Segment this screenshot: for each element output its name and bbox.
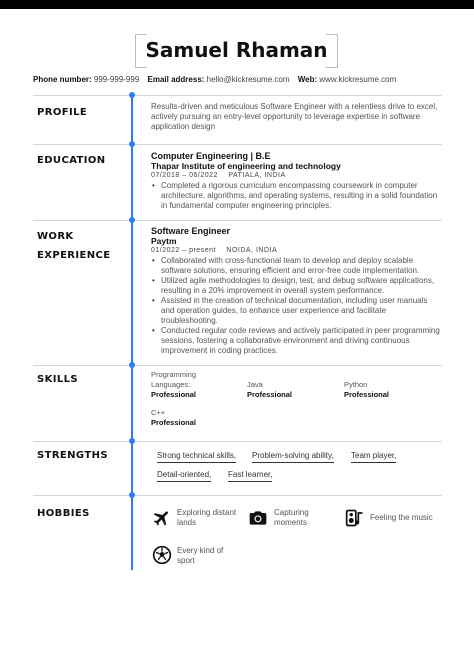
work-bullet: • Assisted in the creation of technical documentation, including user manuals and operation guides, to enhance user experience and facilitate troubleshooting.	[151, 296, 441, 326]
work-dates: 01/2022 – present	[151, 247, 216, 254]
work-location: NOIDA, INDIA	[226, 247, 278, 254]
education-school: Thapar Institute of engineering and technology	[151, 161, 341, 171]
hobby-label: Every kind of sport	[177, 546, 224, 565]
skill-name: C++	[151, 408, 166, 417]
work-title-line1: WORK	[37, 231, 74, 242]
music-icon	[345, 508, 365, 528]
skill-name: Programming Languages:	[151, 370, 197, 389]
airplane-icon	[152, 508, 172, 528]
skill-item	[151, 370, 221, 400]
hobbies-title: HOBBIES	[37, 508, 90, 519]
top-bar	[0, 0, 474, 9]
timeline-dot	[129, 492, 135, 498]
skill-item	[151, 408, 231, 428]
section-divider	[33, 441, 442, 442]
skill-level: Professional	[247, 390, 293, 399]
education-meta	[151, 171, 441, 181]
work-bullet: • Collaborated with cross-functional team to develop and deploy scalable software solutions, ensuring efficient and error-free code implementation.	[151, 256, 441, 276]
strength-tag: Fast learner,	[228, 470, 272, 482]
profile-text: Results-driven and meticulous Software Engineer with a relentless drive to excel, actively pursuing an entry-level opportunity to leverage expertise in software application design	[151, 102, 438, 131]
education-dates: 07/2018 – 06/2022	[151, 172, 218, 179]
hobby-label: Exploring distant lands	[177, 508, 237, 527]
timeline-dot	[129, 438, 135, 444]
candidate-name: Samuel Rhaman	[145, 38, 328, 62]
timeline-dot	[129, 141, 135, 147]
work-meta	[151, 246, 441, 256]
email-label: Email address:	[147, 75, 205, 84]
profile-title: PROFILE	[37, 107, 88, 118]
skill-item	[344, 380, 424, 400]
timeline-dot	[129, 362, 135, 368]
section-divider	[33, 365, 442, 366]
education-title: EDUCATION	[37, 155, 106, 166]
strength-tag: Problem-solving ability,	[252, 451, 334, 463]
education-bullets	[151, 181, 441, 211]
skill-name: Java	[247, 380, 263, 389]
strength-tag: Strong technical skills,	[157, 451, 236, 463]
timeline-dot	[129, 92, 135, 98]
work-bullet: • Utilized agile methodologies to design, test, and debug software applications, resulting in a 20% improvement in overall system performance.	[151, 276, 441, 296]
education-location: PATIALA, INDIA	[228, 172, 286, 179]
strength-tag: Team player,	[351, 451, 396, 463]
phone-value: 999-999-999	[93, 75, 140, 84]
work-role: Software Engineer	[151, 226, 231, 236]
skill-name: Python	[344, 380, 368, 389]
contact-line	[33, 75, 396, 84]
section-divider	[33, 144, 442, 145]
timeline-dot	[129, 217, 135, 223]
phone-label: Phone number:	[33, 75, 92, 84]
strengths-title: STRENGTHS	[37, 450, 108, 461]
web-value[interactable]: www.kickresume.com	[319, 75, 397, 84]
skill-item	[247, 380, 327, 400]
section-divider	[33, 95, 442, 96]
section-divider	[33, 495, 442, 496]
education-degree: Computer Engineering | B.E	[151, 151, 271, 161]
timeline-line	[131, 95, 133, 570]
work-company: Paytm	[151, 236, 177, 246]
work-entry	[151, 226, 441, 356]
section-divider	[33, 220, 442, 221]
education-entry	[151, 151, 441, 211]
web-label: Web:	[297, 75, 318, 84]
work-bullet: • Conducted regular code reviews and actively participated in peer programming sessions, fostering a collaborative environment and driving continuous improvement in coding practices.	[151, 326, 441, 356]
work-title-line2: EXPERIENCE	[37, 250, 111, 261]
skill-level: Professional	[151, 418, 197, 427]
soccer-ball-icon	[152, 545, 172, 565]
skills-title: SKILLS	[37, 374, 79, 385]
name-header	[135, 34, 338, 68]
strength-tag: Detail-oriented,	[157, 470, 211, 482]
work-bullets	[151, 256, 441, 356]
camera-icon	[248, 508, 268, 528]
skill-level: Professional	[151, 390, 197, 399]
hobby-label: Capturing moments	[274, 508, 309, 527]
hobby-label: Feeling the music	[370, 513, 433, 522]
email-value[interactable]: hello@kickresume.com	[206, 75, 290, 84]
skill-level: Professional	[344, 390, 390, 399]
education-bullet: • Completed a rigorous curriculum encompassing coursework in computer architecture, algorithms, and operating systems, resulting in a solid foundation in fundamental computer engineering principles.	[151, 181, 441, 211]
